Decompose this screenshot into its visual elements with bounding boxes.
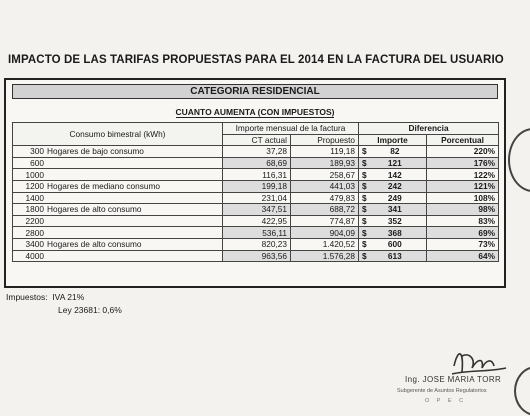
impuestos-label: Impuestos: [6,292,48,302]
ct-actual-value: 536,11 [223,227,291,239]
difference-value: 142 [387,169,402,180]
consumo-cell [13,157,223,169]
consumo-cell [13,250,223,262]
currency-symbol: $ [362,250,367,261]
stamp-seal-bottom [514,366,530,416]
propuesto-value: 1.576,28 [291,250,359,262]
consumption-label: Hogares de alto consumo [47,239,142,250]
consumption-label: Hogares de bajo consumo [47,146,144,157]
kwh-value: 1200 [25,181,44,192]
difference-amount [359,146,427,158]
difference-amount [359,192,427,204]
currency-symbol: $ [362,239,367,250]
currency-symbol: $ [362,227,367,238]
iva-value: IVA 21% [52,292,85,302]
difference-value: 613 [387,250,402,261]
ct-actual-value: 231,04 [223,192,291,204]
difference-percent: 83% [427,215,499,227]
difference-percent: 122% [427,169,499,181]
currency-symbol: $ [362,169,367,180]
kwh-value: 2800 [25,227,44,238]
header-propuesto: Propuesto [291,134,359,146]
signature-org: O P E C [425,398,467,404]
consumption-label [44,193,219,203]
propuesto-value: 688,72 [291,204,359,216]
ct-actual-value: 820,23 [223,238,291,250]
consumo-cell [13,169,223,181]
kwh-value: 1000 [25,169,44,180]
difference-percent: 98% [427,204,499,216]
table-row [13,227,499,239]
document-title: IMPACTO DE LAS TARIFAS PROPUESTAS PARA EL 2014 EN LA FACTURA DEL USUARIO [8,54,504,66]
header-consumo: Consumo bimestral (kWh) [13,123,223,146]
table-row [13,204,499,216]
consumption-label [44,170,219,180]
table-row [13,146,499,158]
propuesto-value: 774,87 [291,215,359,227]
stamp-seal-top [508,128,530,192]
table-row [13,215,499,227]
ct-actual-value: 422,95 [223,215,291,227]
difference-amount [359,227,427,239]
signature-role: Subgerente de Asuntos Regulatorios [397,388,487,394]
table-row [13,192,499,204]
subtitle-text: CUANTO AUMENTA (CON IMPUESTOS) [175,107,335,117]
subtitle [12,107,498,117]
consumo-cell [13,215,223,227]
currency-symbol: $ [362,192,367,203]
table-row [13,238,499,250]
difference-amount [359,157,427,169]
difference-value: 352 [387,215,402,226]
difference-value: 341 [387,204,402,215]
impuestos-line [6,292,84,302]
difference-percent: 73% [427,238,499,250]
difference-amount [359,180,427,192]
consumption-label [44,216,219,226]
kwh-value: 300 [30,146,44,157]
table-row [13,157,499,169]
propuesto-value: 904,09 [291,227,359,239]
difference-percent: 108% [427,192,499,204]
ct-actual-value: 199,18 [223,180,291,192]
propuesto-value: 441,03 [291,180,359,192]
ley-value: Ley 23681: 0,6% [58,305,122,315]
consumo-cell [13,227,223,239]
signature-name: Ing. JOSE MARIA TORR [405,375,502,384]
kwh-value: 4000 [25,250,44,261]
ct-actual-value: 116,31 [223,169,291,181]
consumption-label [44,158,219,168]
ct-actual-value: 963,56 [223,250,291,262]
consumo-cell [13,180,223,192]
header-importe: Importe [359,134,427,146]
consumo-cell [13,192,223,204]
consumption-label [44,228,219,238]
header-ct-actual: CT actual [223,134,291,146]
propuesto-value: 189,93 [291,157,359,169]
header-diferencia-group: Diferencia [359,123,499,135]
ct-actual-value: 68,69 [223,157,291,169]
difference-amount [359,204,427,216]
currency-symbol: $ [362,146,367,157]
propuesto-value: 258,67 [291,169,359,181]
difference-amount [359,238,427,250]
header-porcentual: Porcentual [427,134,499,146]
difference-percent: 220% [427,146,499,158]
difference-percent: 121% [427,180,499,192]
currency-symbol: $ [362,157,367,168]
table-row [13,250,499,262]
propuesto-value: 119,18 [291,146,359,158]
consumo-cell [13,238,223,250]
header-importe-group: Importe mensual de la factura [223,123,359,135]
tariff-table [12,122,499,262]
kwh-value: 3400 [25,239,44,250]
kwh-value: 1400 [25,192,44,203]
difference-value: 242 [387,181,402,192]
consumption-label: Hogares de mediano consumo [47,181,160,192]
propuesto-value: 479,83 [291,192,359,204]
difference-value: 249 [387,192,402,203]
consumption-label: Hogares de alto consumo [47,204,142,215]
kwh-value: 2200 [25,215,44,226]
consumo-cell [13,146,223,158]
ct-actual-value: 347,51 [223,204,291,216]
currency-symbol: $ [362,204,367,215]
difference-value: 82 [390,146,400,157]
difference-value: 368 [387,227,402,238]
propuesto-value: 1.420,52 [291,238,359,250]
difference-percent: 64% [427,250,499,262]
kwh-value: 600 [30,157,44,168]
difference-amount [359,250,427,262]
difference-amount [359,169,427,181]
category-header: CATEGORIA RESIDENCIAL [12,84,498,99]
difference-value: 600 [387,239,402,250]
difference-percent: 176% [427,157,499,169]
kwh-value: 1800 [25,204,44,215]
table-row [13,180,499,192]
table-row [13,169,499,181]
consumption-label [44,251,219,261]
difference-percent: 69% [427,227,499,239]
consumo-cell [13,204,223,216]
difference-value: 121 [387,157,402,168]
currency-symbol: $ [362,181,367,192]
currency-symbol: $ [362,215,367,226]
ct-actual-value: 37,28 [223,146,291,158]
table-body [13,146,499,262]
difference-amount [359,215,427,227]
